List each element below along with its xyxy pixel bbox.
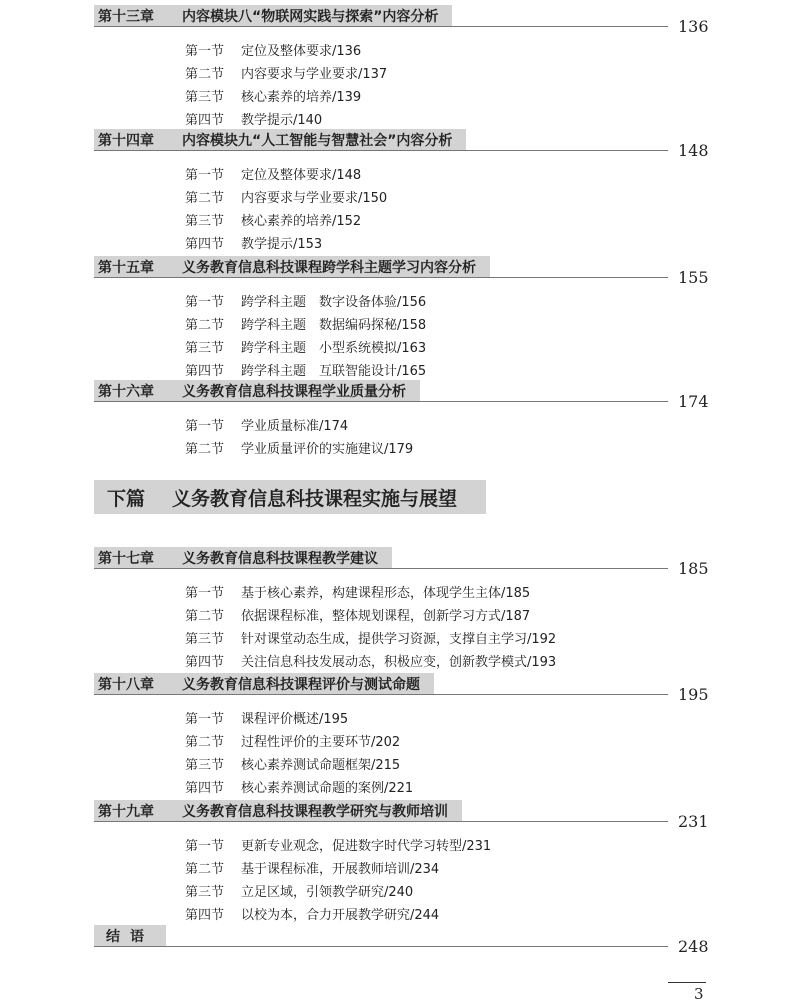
- part-heading: [94, 480, 486, 514]
- chapter-heading: [94, 5, 452, 27]
- section-title: 教学提示/153: [241, 237, 323, 252]
- part-number: 下篇: [107, 487, 146, 510]
- section-title: 关注信息科技发展动态，积极应变，创新教学模式/193: [241, 655, 557, 670]
- section-title: 学业质量评价的实施建议/179: [241, 442, 414, 457]
- section-number: 第三节: [185, 885, 225, 900]
- section-title: 基于核心素养，构建课程形态，体现学生主体/185: [241, 586, 531, 601]
- section-entry: [185, 777, 413, 796]
- chapter-page-number: 155: [678, 268, 709, 287]
- section-number: 第四节: [185, 781, 225, 796]
- chapter-heading: [94, 800, 462, 822]
- section-entry: [185, 164, 361, 183]
- section-number: 第三节: [185, 758, 225, 773]
- section-number: 第一节: [185, 712, 225, 727]
- section-number: 第二节: [185, 862, 225, 877]
- footer-rule: [668, 982, 706, 983]
- section-title: 定位及整体要求/148: [241, 168, 362, 183]
- chapter-leader-line: [94, 26, 668, 27]
- section-title: 跨学科主题 小型系统模拟/163: [241, 341, 427, 356]
- section-number: 第二节: [185, 735, 225, 750]
- section-entry: [185, 628, 556, 647]
- section-title: 针对课堂动态生成，提供学习资源，支撑自主学习/192: [241, 632, 557, 647]
- section-title: 立足区域，引领教学研究/240: [241, 885, 414, 900]
- chapter-page-number: 231: [678, 812, 709, 831]
- section-title: 基于课程标准，开展教师培训/234: [241, 862, 440, 877]
- section-entry: [185, 835, 491, 854]
- section-number: 第二节: [185, 318, 225, 333]
- section-entry: [185, 754, 400, 773]
- section-entry: [185, 63, 387, 82]
- section-entry: [185, 86, 361, 105]
- section-number: 第一节: [185, 168, 225, 183]
- section-entry: [185, 337, 426, 356]
- section-number: 第四节: [185, 113, 225, 128]
- chapter-title: 义务教育信息科技课程跨学科主题学习内容分析: [182, 260, 476, 276]
- conclusion-page-number: 248: [678, 937, 709, 956]
- chapter-page-number: 148: [678, 141, 709, 160]
- chapter-leader-line: [94, 401, 668, 402]
- section-title: 核心素养测试命题的案例/221: [241, 781, 414, 796]
- chapter-leader-line: [94, 694, 668, 695]
- section-number: 第一节: [185, 419, 225, 434]
- section-title: 更新专业观念，促进数字时代学习转型/231: [241, 839, 492, 854]
- chapter-heading: [94, 129, 466, 151]
- section-entry: [185, 651, 556, 670]
- chapter-title: 内容模块八“物联网实践与探索”内容分析: [182, 9, 439, 25]
- section-title: 教学提示/140: [241, 113, 323, 128]
- section-title: 定位及整体要求/136: [241, 44, 362, 59]
- section-entry: [185, 314, 426, 333]
- section-title: 内容要求与学业要求/137: [241, 67, 388, 82]
- chapter-leader-line: [94, 277, 668, 278]
- chapter-number: 第十三章: [98, 9, 154, 25]
- chapter-leader-line: [94, 568, 668, 569]
- chapter-heading: [94, 547, 392, 569]
- chapter-page-number: 195: [678, 685, 709, 704]
- section-entry: [185, 881, 413, 900]
- section-title: 核心素养的培养/152: [241, 214, 362, 229]
- section-title: 内容要求与学业要求/150: [241, 191, 388, 206]
- section-entry: [185, 904, 439, 923]
- chapter-number: 第十八章: [98, 677, 154, 693]
- chapter-number: 第十九章: [98, 804, 154, 820]
- section-number: 第四节: [185, 364, 225, 379]
- chapter-number: 第十七章: [98, 551, 154, 567]
- section-title: 核心素养的培养/139: [241, 90, 362, 105]
- section-number: 第二节: [185, 191, 225, 206]
- section-entry: [185, 415, 348, 434]
- section-title: 跨学科主题 数字设备体验/156: [241, 295, 427, 310]
- section-number: 第三节: [185, 341, 225, 356]
- section-title: 依据课程标准，整体规划课程，创新学习方式/187: [241, 609, 531, 624]
- chapter-page-number: 136: [678, 17, 709, 36]
- conclusion-leader-line: [94, 946, 668, 947]
- chapter-heading: [94, 380, 420, 402]
- section-number: 第二节: [185, 67, 225, 82]
- chapter-leader-line: [94, 150, 668, 151]
- section-title: 过程性评价的主要环节/202: [241, 735, 401, 750]
- section-number: 第三节: [185, 90, 225, 105]
- section-number: 第三节: [185, 214, 225, 229]
- section-number: 第三节: [185, 632, 225, 647]
- section-title: 课程评价概述/195: [241, 712, 349, 727]
- section-number: 第一节: [185, 295, 225, 310]
- chapter-number: 第十六章: [98, 384, 154, 400]
- chapter-heading: [94, 256, 490, 278]
- section-number: 第一节: [185, 44, 225, 59]
- page-folio: 3: [694, 985, 704, 1003]
- section-entry: [185, 187, 387, 206]
- section-entry: [185, 605, 530, 624]
- section-title: 核心素养测试命题框架/215: [241, 758, 401, 773]
- section-entry: [185, 708, 348, 727]
- section-entry: [185, 731, 400, 750]
- chapter-title: 义务教育信息科技课程教学建议: [182, 551, 378, 567]
- section-number: 第四节: [185, 908, 225, 923]
- section-entry: [185, 438, 413, 457]
- section-title: 跨学科主题 互联智能设计/165: [241, 364, 427, 379]
- chapter-number: 第十四章: [98, 133, 154, 149]
- section-entry: [185, 109, 322, 128]
- section-entry: [185, 582, 530, 601]
- chapter-page-number: 185: [678, 559, 709, 578]
- section-number: 第四节: [185, 655, 225, 670]
- section-number: 第二节: [185, 609, 225, 624]
- section-title: 以校为本，合力开展教学研究/244: [241, 908, 440, 923]
- chapter-number: 第十五章: [98, 260, 154, 276]
- chapter-title: 内容模块九“人工智能与智慧社会”内容分析: [182, 133, 453, 149]
- part-title: 义务教育信息科技课程实施与展望: [172, 487, 458, 510]
- section-entry: [185, 858, 439, 877]
- section-number: 第一节: [185, 839, 225, 854]
- section-number: 第四节: [185, 237, 225, 252]
- chapter-title: 义务教育信息科技课程教学研究与教师培训: [182, 804, 448, 820]
- section-entry: [185, 40, 361, 59]
- section-title: 学业质量标准/174: [241, 419, 349, 434]
- section-entry: [185, 360, 426, 379]
- section-entry: [185, 291, 426, 310]
- chapter-page-number: 174: [678, 392, 709, 411]
- section-number: 第一节: [185, 586, 225, 601]
- conclusion-heading: 结语: [94, 925, 166, 947]
- chapter-leader-line: [94, 821, 668, 822]
- chapter-heading: [94, 673, 434, 695]
- chapter-title: 义务教育信息科技课程学业质量分析: [182, 384, 406, 400]
- section-title: 跨学科主题 数据编码探秘/158: [241, 318, 427, 333]
- section-number: 第二节: [185, 442, 225, 457]
- section-entry: [185, 210, 361, 229]
- section-entry: [185, 233, 322, 252]
- chapter-title: 义务教育信息科技课程评价与测试命题: [182, 677, 420, 693]
